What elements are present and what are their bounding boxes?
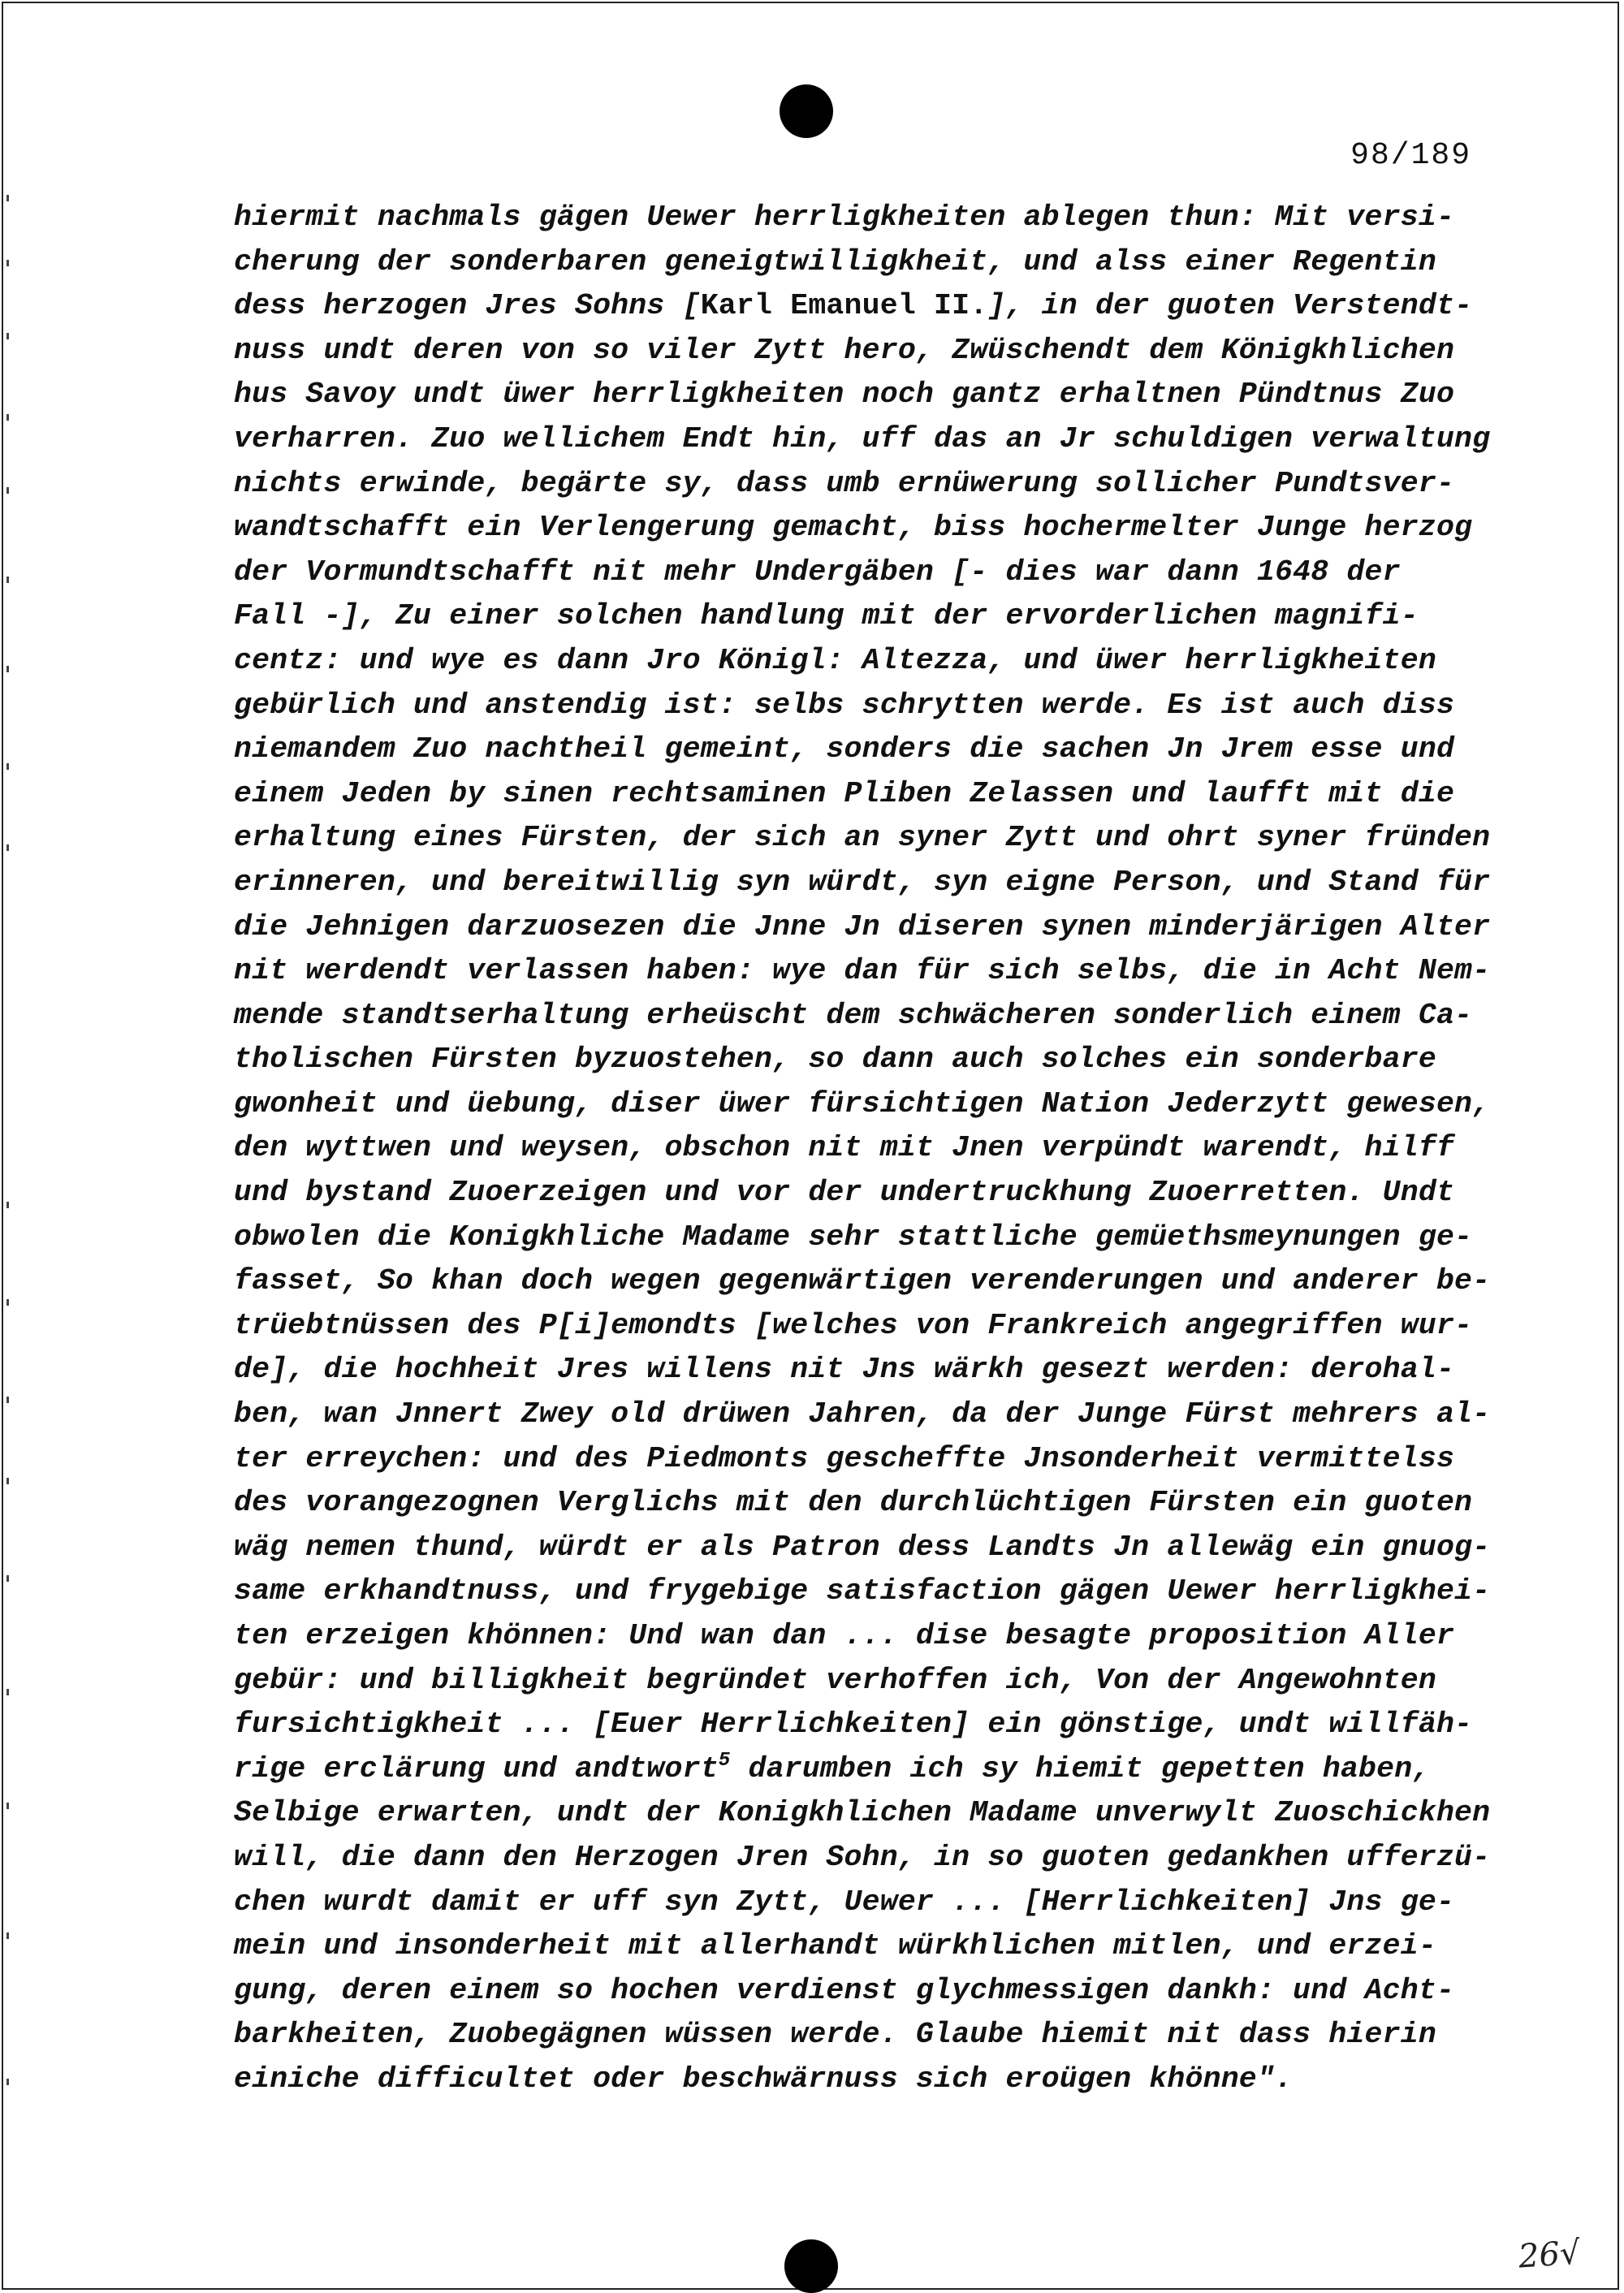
text-line: mende standtserhaltung erheüscht dem schwächeren sonderlich einem Ca-	[234, 998, 1473, 1032]
text-line: die Jehnigen darzuosezen die Jnne Jn diseren synen minderjärigen Alter	[234, 909, 1491, 944]
text-line: chen wurdt damit er uff syn Zytt, Uewer ... [Herrlichkeiten] Jns ge-	[234, 1885, 1455, 1919]
text-line: nit werdendt verlassen haben: wye dan für sich selbs, die in Acht Nem-	[234, 954, 1491, 988]
text-line: will, die dann den Herzogen Jren Sohn, in so guoten gedankhen ufferzü-	[234, 1840, 1491, 1874]
text-line: den wyttwen und weysen, obschon nit mit Jnen verpündt warendt, hilff	[234, 1131, 1455, 1165]
text-line: hiermit nachmals gägen Uewer herrligkheiten ablegen thun: Mit versi-	[234, 201, 1455, 234]
text-line: Fall -], Zu einer solchen handlung mit der ervorderlichen magnifi-	[234, 599, 1419, 633]
binding-edge-marks	[3, 146, 15, 2176]
text-line: und bystand Zuoerzeigen und vor der undertruckhung Zuoerretten. Undt	[234, 1176, 1455, 1210]
text-line: hus Savoy undt üwer herrligkheiten noch gantz erhaltnen Pündtnus Zuo	[234, 378, 1455, 412]
punch-hole-bottom	[784, 2239, 838, 2293]
text-line: de], die hochheit Jres willens nit Jns wärkh gesezt werden: derohal-	[234, 1353, 1455, 1387]
text-line: mein und insonderheit mit allerhandt würkhlichen mitlen, und erzei-	[234, 1929, 1436, 1963]
text-line: same erkhandtnuss, und frygebige satisfaction gägen Uewer herrligkhei-	[234, 1574, 1491, 1609]
text-line: nichts erwinde, begärte sy, dass umb ernüwerung sollicher Pundtsver-	[234, 466, 1455, 500]
text-line: gebür: und billigkheit begründet verhoffen ich, Von der Angewohnten	[234, 1663, 1436, 1697]
page-number: 98/189	[1350, 138, 1471, 173]
text-line: erhaltung eines Fürsten, der sich an syner Zytt und ohrt syner fründen	[234, 821, 1491, 855]
editorial-insertion: Karl Emanuel II.	[700, 289, 988, 323]
text-line: tholischen Fürsten byzuostehen, so dann auch solches ein sonderbare	[234, 1043, 1436, 1077]
text-line: wäg nemen thund, würdt er als Patron dess Landts Jn allewäg ein gnuog-	[234, 1530, 1491, 1564]
text-line: verharren. Zuo wellichem Endt hin, uff das an Jr schuldigen verwaltung	[234, 421, 1491, 456]
handwritten-folio-note: 26√	[1517, 2234, 1582, 2276]
text-line: gwonheit und üebung, diser üwer fürsichtigen Nation Jederzytt gewesen,	[234, 1086, 1491, 1121]
text-line: gebürlich und anstendig ist: selbs schrytten werde. Es ist auch diss	[234, 688, 1455, 722]
text-line: dess herzogen Jres Sohns [Karl Emanuel II.], in der guoten Verstendt-	[234, 289, 1473, 323]
text-line: einem Jeden by sinen rechtsaminen Pliben Zelassen und laufft mit die	[234, 776, 1455, 810]
text-line: barkheiten, Zuobegägnen wüssen werde. Glaube hiemit nit dass hierin	[234, 2018, 1436, 2052]
text-line: einiche difficultet oder beschwärnuss sich eroügen khönne".	[234, 2062, 1294, 2096]
text-line: der Vormundtschafft nit mehr Undergäben [- dies war dann 1648 der	[234, 555, 1401, 589]
text-line: ben, wan Jnnert Zwey old drüwen Jahren, da der Junge Fürst mehrers al-	[234, 1397, 1491, 1432]
text-line: trüebtnüssen des P[i]emondts [welches von Frankreich angegriffen wur-	[234, 1308, 1473, 1342]
text-line: Selbige erwarten, undt der Konigkhlichen Madame unverwylt Zuoschickhen	[234, 1796, 1491, 1830]
document-body	[234, 196, 1491, 2102]
text-line: ten erzeigen khönnen: Und wan dan ... dise besagte proposition Aller	[234, 1619, 1455, 1652]
text-line: rige erclärung und andtwort$^5$ darumben ich sy hiemit gepetten haben,	[234, 1749, 1431, 1786]
text-line: gung, deren einem so hochen verdienst glychmessigen dankh: und Acht-	[234, 1973, 1455, 2007]
text-line: nuss undt deren von so viler Zytt hero, Zwüschendt dem Königkhlichen	[234, 333, 1455, 367]
text-line: centz: und wye es dann Jro Königl: Altezza, und üwer herrligkheiten	[234, 643, 1436, 677]
text-line: wandtschafft ein Verlengerung gemacht, biss hochermelter Junge herzog	[234, 511, 1473, 545]
footnote-marker: 5	[718, 1749, 731, 1772]
text-line: fursichtigkheit ... [Euer Herrlichkeiten] ein gönstige, undt willfäh-	[234, 1708, 1473, 1742]
punch-hole-top	[780, 84, 833, 138]
text-line: cherung der sonderbaren geneigtwilligkheit, und alss einer Regentin	[234, 244, 1436, 279]
text-line: obwolen die Konigkhliche Madame sehr stattliche gemüethsmeynungen ge-	[234, 1220, 1473, 1254]
text-line: des vorangezognen Verglichs mit den durchlüchtigen Fürsten ein guoten	[234, 1486, 1473, 1520]
text-line: niemandem Zuo nachtheil gemeint, sonders die sachen Jn Jrem esse und	[234, 732, 1455, 766]
text-line: erinneren, und bereitwillig syn würdt, syn eigne Person, und Stand für	[234, 865, 1491, 899]
text-line: ter erreychen: und des Piedmonts gescheffte Jnsonderheit vermittelss	[234, 1441, 1455, 1475]
text-line: fasset, So khan doch wegen gegenwärtigen verenderungen und anderer be-	[234, 1264, 1491, 1298]
